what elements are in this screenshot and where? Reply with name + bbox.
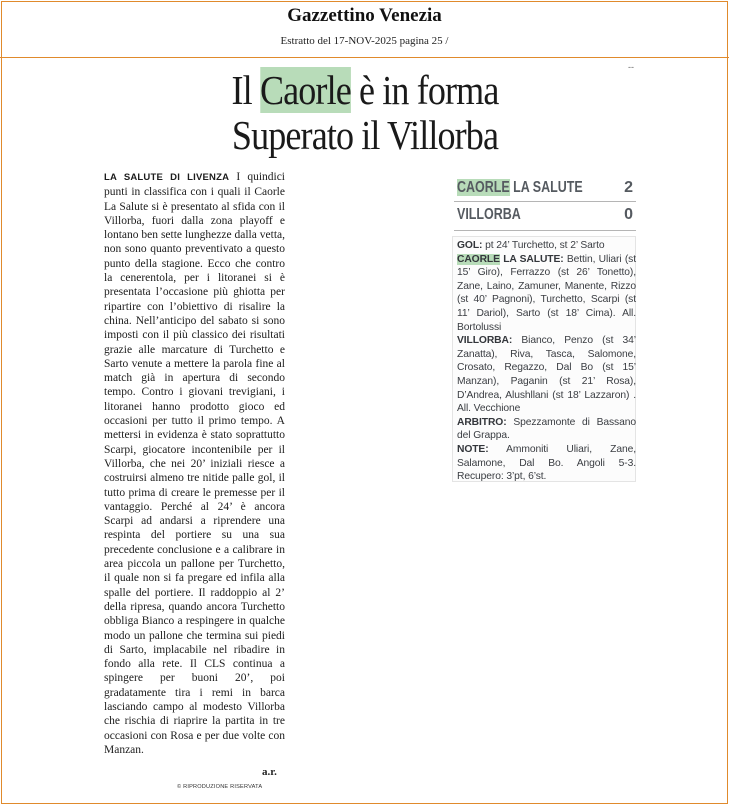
extract-line: Estratto del 17-NOV-2025 pagina 25 /: [280, 35, 449, 47]
score-row-home: [457, 176, 635, 198]
newspaper-title: Gazzettino Venezia: [287, 5, 442, 26]
headline-highlight: Caorle: [259, 67, 351, 113]
article-body: [104, 170, 285, 757]
article-text: I quindici punti in classifica con i quali il Caorle La Salute si è presentato al sfida con il Villorba, fuori dalla zona playoff e lontano ben sette lunghezze dalla vetta, non sono quanto preventivato a questo punto della stagione. Ecco che contro la cenerentola, per i litoranei si è presentata l’occasione più ghiotta per ripartire con l’obiettivo di risalire la china. Nell’anticipo del sabato si sono imposti con il più classico dei risultati grazie alle marcature di Turchetto e Sarto venute a mettere la parola fine al match già in apertura di secondo tempo. Contro i giovani trevigiani, i litoranei hanno prodotto gioco ed occasioni per tutto il primo tempo. A mettersi in evidenza è stato soprattutto Scarpi, giocatore incontenibile per il Villorba, che nei 20’ iniziali riesce a costruirsi almeno tre nitide palle gol, il tutto prima di creare le premesse per il vantaggio. Perché al 24’ è ancora Scarpi ad andarsi a riprendere una respinta del portiere su una sua precedente conclusione e a calibrare in area piccola un pallone per Turchetto, il quale non si fa pregare ed infila alla spalle del portiere. Il raddoppio al 2’ della ripresa, quando ancora Turchetto obbliga Bianco a respingere in qualche modo un pallone che termina sui piedi di Sarto, implacabile nel ribadire in fondo alla rete. Il CLS continua a spingere per buoni 20’, poi gradatamente tira i remi in barca lasciando campo al modesto Villorba che rischia di riaprire la partita in tre occasioni con Rosa e per due volte con Manzan.: [104, 171, 286, 756]
goals-label: GOL:: [457, 240, 483, 251]
referee-line: [457, 416, 636, 443]
home-lineup-label-rest: LA SALUTE:: [499, 253, 564, 265]
away-team: VILLORBA: [457, 206, 521, 223]
referee-text: Spezzamonte di Bassano del Grappa.: [457, 416, 636, 442]
copyright-notice: © RIPRODUZIONE RISERVATA: [177, 784, 263, 790]
away-lineup-label: VILLORBA:: [457, 335, 513, 347]
home-team-highlight: CAORLE: [457, 179, 510, 196]
score-divider-1: [454, 201, 636, 202]
scoreboard: [452, 172, 636, 232]
article-kicker: LA SALUTE DI LIVENZA: [104, 172, 230, 183]
headline-line-1: [132, 68, 598, 113]
score-divider-2: [454, 230, 636, 231]
home-lineup: [457, 253, 636, 335]
home-team: [457, 179, 583, 197]
corner-mark: --: [628, 62, 634, 72]
goals-line: [457, 239, 636, 253]
headline: [132, 68, 598, 158]
home-team-rest: LA SALUTE: [509, 179, 583, 196]
referee-label: ARBITRO:: [457, 416, 507, 428]
headline-suffix: è in forma: [350, 67, 499, 113]
masthead: [0, 0, 729, 58]
home-lineup-text: Bettin, Uliari (st 15’ Giro), Ferrazzo (st 26’ Tonetto), Zane, Laino, Zamuner, Manente, Rizzo (st 40’ Pagnoni), Turchetto, Scarpi (st 11’ Dariol), Sarto (st 18’ Cima). All. Bortolussi: [457, 253, 636, 333]
away-lineup-text: Bianco, Penzo (st 34’ Zanatta), Riva, Tasca, Salomone, Crosato, Regazzo, Dal Bo (st 15’ Manzan), Paganin (st 21’ Rosa), D’Andrea, Alushllani (st 18’ Lazzaron) . All. Vecchione: [457, 335, 636, 415]
home-goals: 2: [624, 179, 633, 196]
home-lineup-label-highlight: CAORLE: [457, 253, 500, 265]
score-row-away: [457, 203, 635, 225]
notes-label: NOTE:: [457, 443, 489, 455]
away-goals: 0: [624, 206, 633, 223]
headline-prefix: Il: [231, 67, 260, 113]
byline: a.r.: [262, 766, 277, 778]
notes-text: Ammoniti Uliari, Zane, Salamone, Dal Bo. Angoli 5-3. Recupero: 3’pt, 6’st.: [457, 443, 636, 483]
goals-text: pt 24’ Turchetto, st 2’ Sarto: [482, 240, 605, 251]
headline-line-2: Superato il Villorba: [231, 112, 499, 158]
tabellino: [457, 239, 636, 484]
notes-line: [457, 443, 636, 484]
away-lineup: [457, 334, 636, 416]
